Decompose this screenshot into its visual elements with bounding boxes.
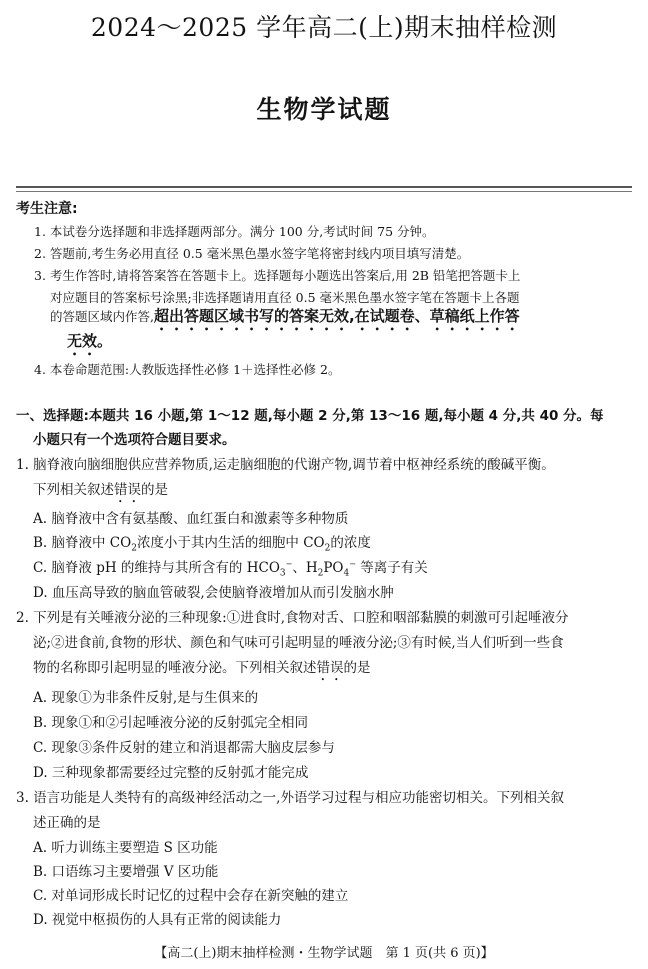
option-c-part-4: 等离子有关 bbox=[355, 560, 428, 576]
subject-title: 生物学试题 bbox=[256, 95, 392, 124]
question-2-stem-line-2: 泌;②进食前,食物的形状、颜色和气味可引起明显的唾液分泌;③有时候,当人们听到一些食 bbox=[33, 635, 564, 651]
notice-item-3-line-3 bbox=[50, 305, 520, 334]
option-b-part-3: 的浓度 bbox=[330, 535, 371, 551]
question-1-option-c bbox=[33, 556, 428, 579]
option-c-part-1: C. 脑脊液 pH 的维持与其所含有的 HCO bbox=[33, 560, 280, 576]
question-3-stem-line-2: 述正确的是 bbox=[33, 815, 101, 831]
notice-item-1: 1. 本试卷分选择题和非选择题两部分。满分 100 分,考试时间 75 分钟。 bbox=[34, 224, 435, 239]
question-3-option-a: A. 听力训练主要塑造 S 区功能 bbox=[33, 840, 218, 856]
header-divider-thin bbox=[16, 191, 632, 192]
notice-item-3-line-2: 对应题目的答案标号涂黑;非选择题请用直径 0.5 毫米黑色墨水签字笔在答题卡上各题 bbox=[50, 290, 520, 305]
question-3-option-d: D. 视觉中枢损伤的人具有正常的阅读能力 bbox=[33, 912, 282, 928]
question-2-option-d: D. 三种现象都需要经过完整的反射弧才能完成 bbox=[33, 765, 309, 781]
section-heading-line-1: 一、选择题:本题共 16 小题,第 1～12 题,每小题 2 分,第 13～16 题,每小题 4 分,共 40 分。每 bbox=[16, 408, 604, 424]
question-1-stem-text: 下列相关叙述 bbox=[33, 482, 114, 498]
option-c-part-3: PO bbox=[323, 560, 344, 576]
question-1-option-d: D. 血压高导致的脑血管破裂,会使脑脊液增加从而引发脑水肿 bbox=[33, 585, 394, 601]
question-1-option-b bbox=[33, 531, 371, 554]
question-3-option-c: C. 对单词形成长时记忆的过程中会存在新突触的建立 bbox=[33, 888, 349, 904]
subscript-4: 4 bbox=[343, 568, 350, 579]
question-2-emphasis: 错误 bbox=[316, 660, 344, 676]
superscript-minus: − bbox=[349, 559, 356, 569]
notice-heading: 考生注意: bbox=[16, 201, 78, 217]
question-2-option-b: B. 现象①和②引起唾液分泌的反射弧完全相同 bbox=[33, 715, 309, 731]
question-1-emphasis: 错误 bbox=[114, 482, 141, 498]
option-c-part-2: 、H bbox=[292, 560, 318, 576]
option-b-part-1: B. 脑脊液中 CO bbox=[33, 535, 132, 551]
superscript-minus: − bbox=[285, 559, 293, 569]
question-2-option-a: A. 现象①为非条件反射,是与生俱来的 bbox=[33, 690, 259, 706]
section-heading-line-2: 小题只有一个选项符合题目要求。 bbox=[33, 432, 236, 448]
question-3-stem-line-1: 3. 语言功能是人类特有的高级神经活动之一,外语学习过程与相应功能密切相关。下列相关叙 bbox=[16, 790, 564, 806]
page-title: 2024～2025 学年高二(上)期末抽样检测 bbox=[90, 13, 558, 42]
notice-item-4: 4. 本卷命题范围:人教版选择性必修 1＋选择性必修 2。 bbox=[34, 362, 341, 377]
question-2-stem-text: 物的名称即引起明显的唾液分泌。下列相关叙述 bbox=[33, 660, 317, 676]
question-2-option-c: C. 现象③条件反射的建立和消退都需大脑皮层参与 bbox=[33, 740, 335, 756]
question-1-stem-end: 的是 bbox=[141, 482, 168, 498]
question-2-stem-end: 的是 bbox=[343, 660, 371, 676]
option-b-part-2: 浓度小于其内生活的细胞中 CO bbox=[136, 535, 325, 551]
header-divider bbox=[16, 186, 632, 188]
notice-item-3-bold: 超出答题区域书写的答案无效,在试题卷、草稿纸上作答 bbox=[153, 307, 520, 325]
subscript-2: 2 bbox=[324, 543, 331, 554]
question-3-option-b: B. 口语练习主要增强 V 区功能 bbox=[33, 864, 219, 880]
question-2-stem-line-1: 2. 下列是有关唾液分泌的三种现象:①进食时,食物对舌、口腔和咽部黏膜的刺激可引起唾液分 bbox=[16, 610, 569, 626]
subscript-2: 2 bbox=[131, 543, 137, 554]
notice-item-3-prefix: 的答题区域内作答, bbox=[50, 309, 154, 324]
question-1-option-a: A. 脑脊液中含有氨基酸、血红蛋白和激素等多种物质 bbox=[33, 511, 349, 527]
notice-item-3-bold-end: 无效。 bbox=[67, 332, 113, 350]
notice-item-3-line-1: 3. 考生作答时,请将答案答在答题卡上。选择题每小题选出答案后,用 2B 铅笔把答题卡上 bbox=[34, 268, 521, 283]
question-1-stem-line-1: 1. 脑脊液向脑细胞供应营养物质,运走脑细胞的代谢产物,调节着中枢神经系统的酸碱平衡。 bbox=[16, 457, 555, 473]
subscript-3: 3 bbox=[279, 568, 286, 579]
question-2-stem-line-3 bbox=[33, 656, 371, 684]
page-footer: 【高二(上)期末抽样检测・生物学试题 第 1 页(共 6 页)】 bbox=[154, 946, 494, 961]
subscript-2: 2 bbox=[317, 568, 324, 579]
notice-item-2: 2. 答题前,考生务必用直径 0.5 毫米黑色墨水签字笔将密封线内项目填写清楚。 bbox=[34, 246, 470, 261]
question-1-stem-line-2 bbox=[33, 478, 168, 506]
